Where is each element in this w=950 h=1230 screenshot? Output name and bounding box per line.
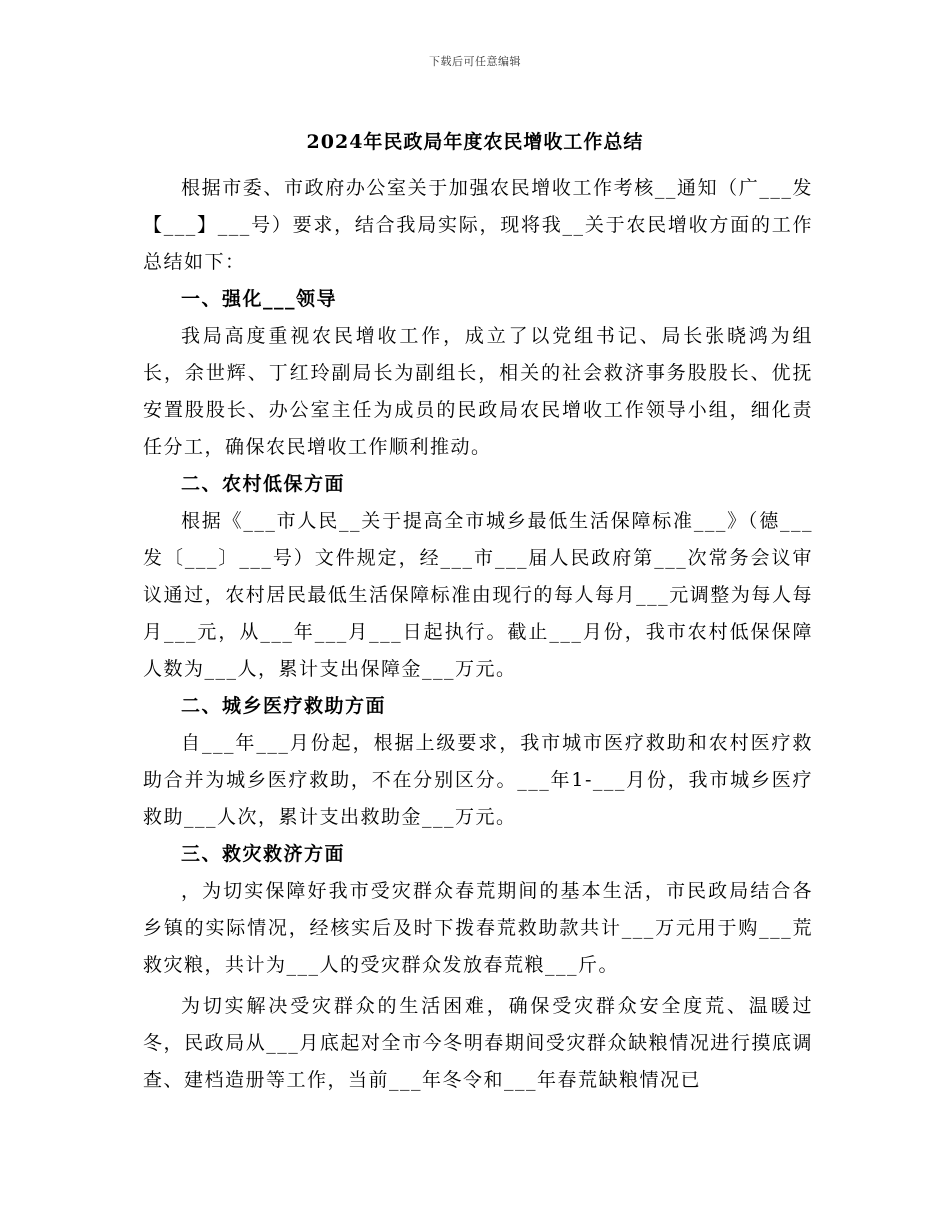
document-body [143, 170, 813, 1099]
section-heading-rural-subsistence: 二、农村低保方面 [181, 473, 346, 495]
section-paragraph: ，为切实保障好我市受灾群众春荒期间的基本生活，市民政局结合各乡镇的实际情况，经核实后及时下拨春荒救助款共计___万元用于购___荒救灾粮，共计为___人的受灾群众发放春荒粮___斤。 [143, 880, 813, 976]
section-heading-medical-aid: 二、城乡医疗救助方面 [181, 695, 387, 717]
intro-paragraph: 根据市委、市政府办公室关于加强农民增收工作考核__通知（广___发【___】___号）要求，结合我局实际，现将我__关于农民增收方面的工作总结如下： [143, 177, 813, 273]
section-paragraph: 根据《___市人民__关于提高全市城乡最低生活保障标准___》（德___发〔___〕___号）文件规定，经___市___届人民政府第___次常务会议审议通过，农村居民最低生活保障标准由现行的每人每月___元调整为每人每月___元，从___年___月___日起执行。截止___月份，我市农村低保保障人数为___人，累计支出保障金___万元。 [143, 510, 813, 680]
document-title: 2024年民政局年度农民增收工作总结 [306, 131, 644, 153]
page-header-note: 下载后可任意编辑 [429, 55, 521, 68]
section-heading-disaster-relief: 三、救灾救济方面 [181, 843, 346, 865]
section-heading-leadership: 一、强化___领导 [181, 288, 338, 310]
section-paragraph: 自___年___月份起，根据上级要求，我市城市医疗救助和农村医疗救助合并为城乡医疗救助，不在分别区分。___年1-___月份，我市城乡医疗救助___人次，累计支出救助金___万元。 [143, 732, 813, 828]
section-paragraph: 我局高度重视农民增收工作，成立了以党组书记、局长张晓鸿为组长，余世辉、丁红玲副局长为副组长，相关的社会救济事务股股长、优抚安置股股长、办公室主任为成员的民政局农民增收工作领导小组，细化责任分工，确保农民增收工作顺利推动。 [143, 325, 813, 458]
section-paragraph: 为切实解决受灾群众的生活困难，确保受灾群众安全度荒、温暖过冬，民政局从___月底起对全市今冬明春期间受灾群众缺粮情况进行摸底调查、建档造册等工作，当前___年冬令和___年春荒缺粮情况已 [143, 995, 813, 1091]
